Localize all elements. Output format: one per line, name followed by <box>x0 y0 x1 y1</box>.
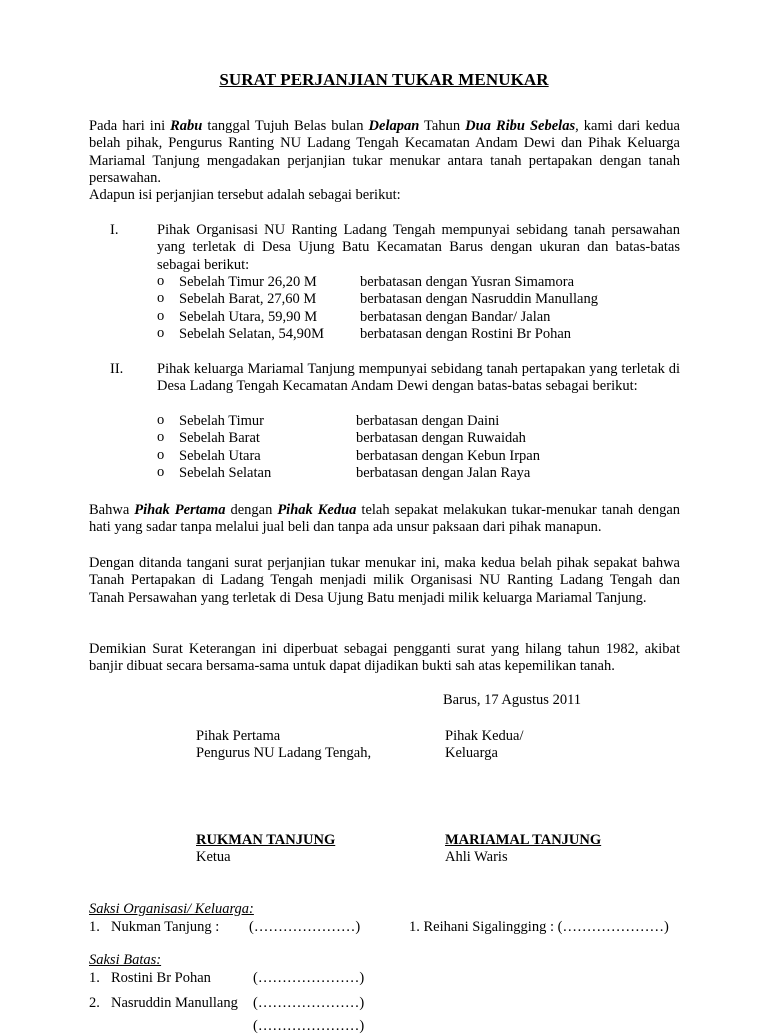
place-date: Barus, 17 Agustus 2011 <box>443 692 582 708</box>
intro-paragraph <box>89 118 680 204</box>
witness-border-number: 2. <box>89 995 100 1011</box>
bullet: o <box>157 446 165 463</box>
witness-border-name: Rostini Br Pohan <box>111 970 211 986</box>
list-item <box>157 430 680 447</box>
party-second: Pihak Kedua <box>277 502 357 518</box>
section-1-boundary-list <box>157 274 680 343</box>
intro-text: tanggal Tujuh Belas bulan <box>202 118 369 134</box>
section-2-text: Pihak keluarga Mariamal Tanjung mempunyai sebidang tanah pertapakan yang terletak di Desa Ladang Tengah Kecamatan Andam Dewi dengan batas-batas sebagai berikut: <box>157 361 680 395</box>
boundary-neighbor: berbatasan dengan Daini <box>356 413 500 429</box>
boundary-side: Sebelah Timur 26,20 M <box>179 274 317 290</box>
signatory-right-role: Pihak Kedua/ <box>445 728 524 744</box>
boundary-neighbor: berbatasan dengan Nasruddin Manullang <box>360 291 598 308</box>
section-1-numeral: I. <box>110 222 119 238</box>
agreement-paragraph <box>89 502 680 537</box>
signature-blank: (…………………) <box>253 970 365 986</box>
boundary-neighbor: berbatasan dengan Bandar/ Jalan <box>360 308 551 325</box>
bullet: o <box>157 307 165 324</box>
bullet: o <box>157 412 165 428</box>
paragraph-text: Bahwa <box>89 502 135 518</box>
boundary-neighbor: berbatasan dengan Rostini Br Pohan <box>360 325 572 342</box>
signatory-left-role: Pihak Pertama <box>196 728 281 744</box>
bullet: o <box>157 463 165 480</box>
intro-line-2: Adapun isi perjanjian tersebut adalah sebagai berikut: <box>89 187 401 204</box>
signatory-right-org: Keluarga <box>445 745 498 761</box>
bullet: o <box>157 324 165 341</box>
boundary-neighbor: berbatasan dengan Jalan Raya <box>356 464 531 481</box>
signature-blank: (…………………) <box>249 919 361 935</box>
section-2-boundary-list <box>157 413 680 482</box>
list-item <box>157 274 680 291</box>
intro-day: Rabu <box>170 118 203 134</box>
list-item <box>157 448 680 465</box>
signatory-left-name: RUKMAN TANJUNG <box>196 832 336 848</box>
section-2-numeral: II. <box>110 361 124 377</box>
signatory-left-org: Pengurus NU Ladang Tengah, <box>196 745 372 761</box>
list-item <box>157 465 680 482</box>
agreement-text <box>89 502 680 537</box>
boundary-side: Sebelah Timur <box>179 413 264 429</box>
document-title: SURAT PERJANJIAN TUKAR MENUKAR <box>219 70 549 89</box>
witness-org-number: 1. <box>89 919 100 935</box>
witness-border-heading: Saksi Batas: <box>89 952 162 968</box>
boundary-neighbor: berbatasan dengan Kebun Irpan <box>356 447 540 464</box>
intro-year: Dua Ribu Sebelas <box>465 118 576 134</box>
paragraph-text: dengan <box>225 502 278 518</box>
closing-paragraph: Demikian Surat Keterangan ini diperbuat sebagai pengganti surat yang hilang tahun 1982, akibat banjir dibuat secara bersama-sama untuk dapat dijadikan bukti sah atas kepemilikan tanah. <box>89 641 680 675</box>
list-item <box>157 291 680 308</box>
witness-border-name: Nasruddin Manullang <box>111 995 238 1011</box>
list-item <box>157 309 680 326</box>
boundary-side: Sebelah Utara, 59,90 M <box>179 308 318 325</box>
boundary-side: Sebelah Selatan, 54,90M <box>179 325 324 342</box>
witness-border-number: 1. <box>89 970 100 986</box>
intro-text: Tahun <box>419 118 466 134</box>
list-item <box>157 413 680 430</box>
boundary-side: Sebelah Barat <box>179 430 260 447</box>
intro-line <box>89 118 680 187</box>
bullet: o <box>157 290 165 307</box>
signatory-left-title: Ketua <box>196 849 231 865</box>
bullet: o <box>157 429 165 446</box>
ownership-paragraph: Dengan ditanda tangani surat perjanjian tukar menukar ini, maka kedua belah pihak sepakat bahwa Tanah Pertapakan di Ladang Tengah menjadi milik Organisasi NU Ranting Ladang Tengah dan Tanah Persawahan yang terletak di Desa Ujung Batu menjadi milik keluarga Mariamal Tanjung. <box>89 555 680 606</box>
bullet: o <box>157 273 165 289</box>
witness-org-name: Nukman Tanjung : <box>111 919 220 935</box>
boundary-side: Sebelah Utara <box>179 447 261 464</box>
intro-text: , kami dari kedua belah pihak, Pengurus Ranting NU Ladang Tengah Kecamatan Andam Dewi dan Pihak Keluarga Mariamal Tanjung mengadakan perjanjian tukar menukar antara tanah pertapakan dengan tanah persawahan. <box>89 118 680 186</box>
signature-blank: (…………………) <box>253 995 365 1011</box>
section-1-text: Pihak Organisasi NU Ranting Ladang Tengah mempunyai sebidang tanah persawahan yang terletak di Desa Ujung Batu Kecamatan Barus dengan ukuran dan batas-batas sebagai berikut: <box>157 222 680 273</box>
boundary-side: Sebelah Barat, 27,60 M <box>179 291 317 308</box>
party-first: Pihak Pertama <box>134 502 226 518</box>
intro-text: Pada hari ini <box>89 118 171 134</box>
witness-org-right: 1. Reihani Sigalingging : (…………………) <box>409 919 669 935</box>
witness-org-heading: Saksi Organisasi/ Keluarga: <box>89 901 254 917</box>
paragraph-text: telah sepakat melakukan tukar-menukar tanah dengan hati yang sadar tanpa melalui jual beli dan tanpa ada unsur paksaan dari pihak manapun. <box>89 502 680 536</box>
signatory-right-name: MARIAMAL TANJUNG <box>445 832 602 848</box>
boundary-neighbor: berbatasan dengan Yusran Simamora <box>360 274 575 290</box>
signature-blank: (…………………) <box>253 1018 365 1034</box>
signatory-right-title: Ahli Waris <box>445 849 508 865</box>
list-item <box>157 326 680 343</box>
intro-month: Delapan <box>368 118 420 134</box>
boundary-neighbor: berbatasan dengan Ruwaidah <box>356 430 526 447</box>
boundary-side: Sebelah Selatan <box>179 464 272 481</box>
